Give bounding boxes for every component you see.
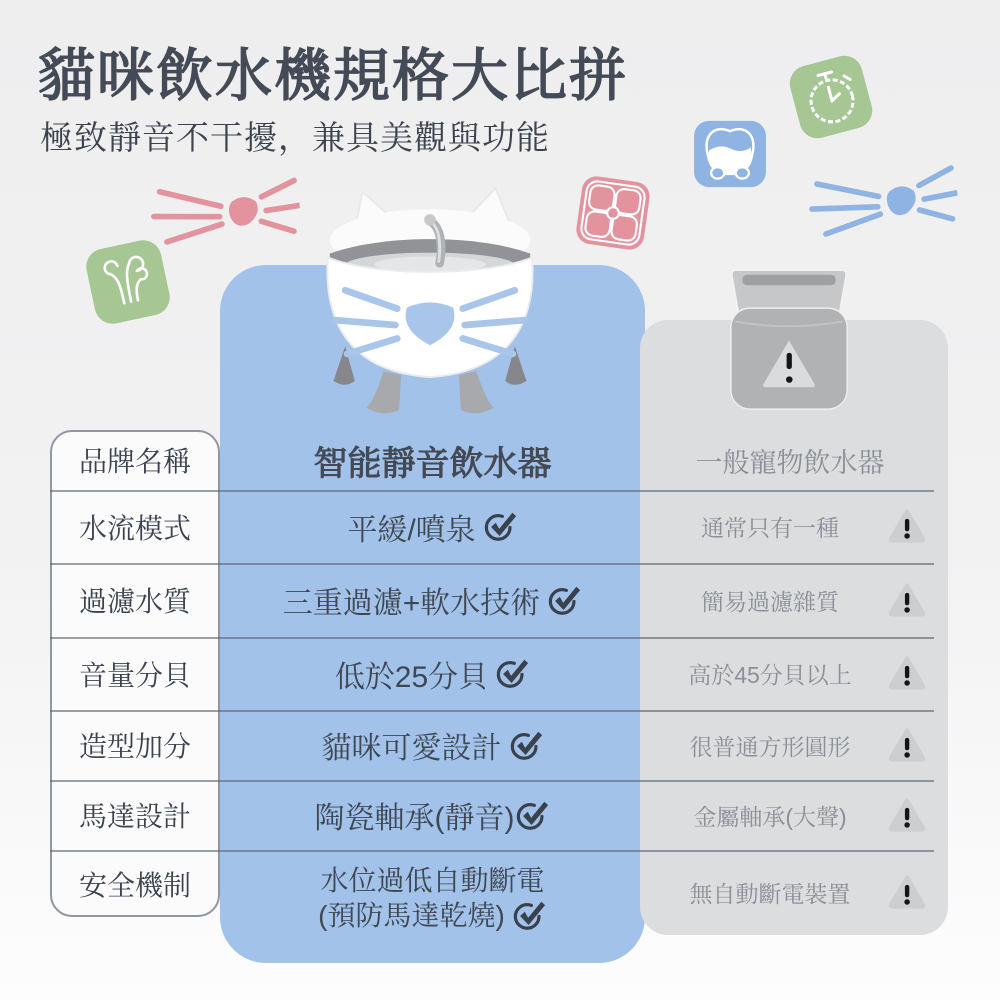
page-title: 貓咪飲水機規格大比拼 — [38, 44, 628, 108]
warning-icon — [888, 797, 926, 832]
check-icon — [510, 730, 544, 761]
generic-value: 簡易過濾雜質 — [645, 563, 895, 637]
timer-icon — [781, 47, 881, 147]
smart-value: 貓咪可愛設計 — [220, 710, 645, 780]
generic-value: 金屬軸承(大聲) — [645, 780, 895, 850]
check-icon — [513, 900, 547, 931]
spec-label: 過濾水質 — [78, 586, 191, 617]
generic-value: 高於45分貝以上 — [645, 637, 895, 710]
pink-whiskers-icon — [147, 163, 303, 263]
generic-value: 很普通方形圓形 — [645, 710, 895, 780]
spec-label: 造型加分 — [78, 731, 191, 762]
spec-label: 水流模式 — [78, 512, 191, 544]
spec-label: 音量分貝 — [78, 659, 191, 691]
check-icon — [548, 585, 582, 616]
smart-value: 陶瓷軸承(靜音) — [220, 780, 645, 850]
warning-icon — [888, 582, 926, 617]
warning-icon — [888, 874, 926, 909]
generic-value: 通常只有一種 — [645, 490, 895, 563]
generic-value: 無自動斷電裝置 — [645, 850, 895, 935]
check-icon — [496, 658, 530, 689]
generic-fountain-image — [708, 262, 870, 420]
smart-value: 平緩/噴泉 — [220, 490, 645, 563]
smart-value: 三重過濾+軟水技術 — [220, 563, 645, 637]
warning-icon — [888, 727, 926, 762]
spec-label: 安全機制 — [78, 869, 191, 901]
smart-fountain-image — [295, 182, 565, 414]
smart-product-name: 智能靜音飲水器 — [313, 444, 552, 483]
generic-product-name: 一般寵物飲水器 — [695, 447, 885, 478]
fountain-badge-icon — [692, 119, 768, 189]
check-icon — [516, 800, 550, 831]
sprouts-icon — [78, 232, 178, 332]
spec-label: 品牌名稱 — [78, 446, 191, 477]
check-icon — [484, 511, 518, 542]
page-subtitle: 極致靜音不干擾，兼具美觀與功能 — [40, 119, 550, 156]
warning-icon — [888, 655, 926, 690]
warning-icon — [888, 508, 926, 543]
spec-label: 馬達設計 — [78, 801, 191, 832]
smart-value: 低於25分貝 — [220, 637, 645, 710]
food-bowl-icon — [571, 171, 655, 255]
smart-value: 水位過低自動斷電 (預防馬達乾燒) — [220, 850, 645, 945]
blue-whiskers-icon — [804, 150, 963, 255]
